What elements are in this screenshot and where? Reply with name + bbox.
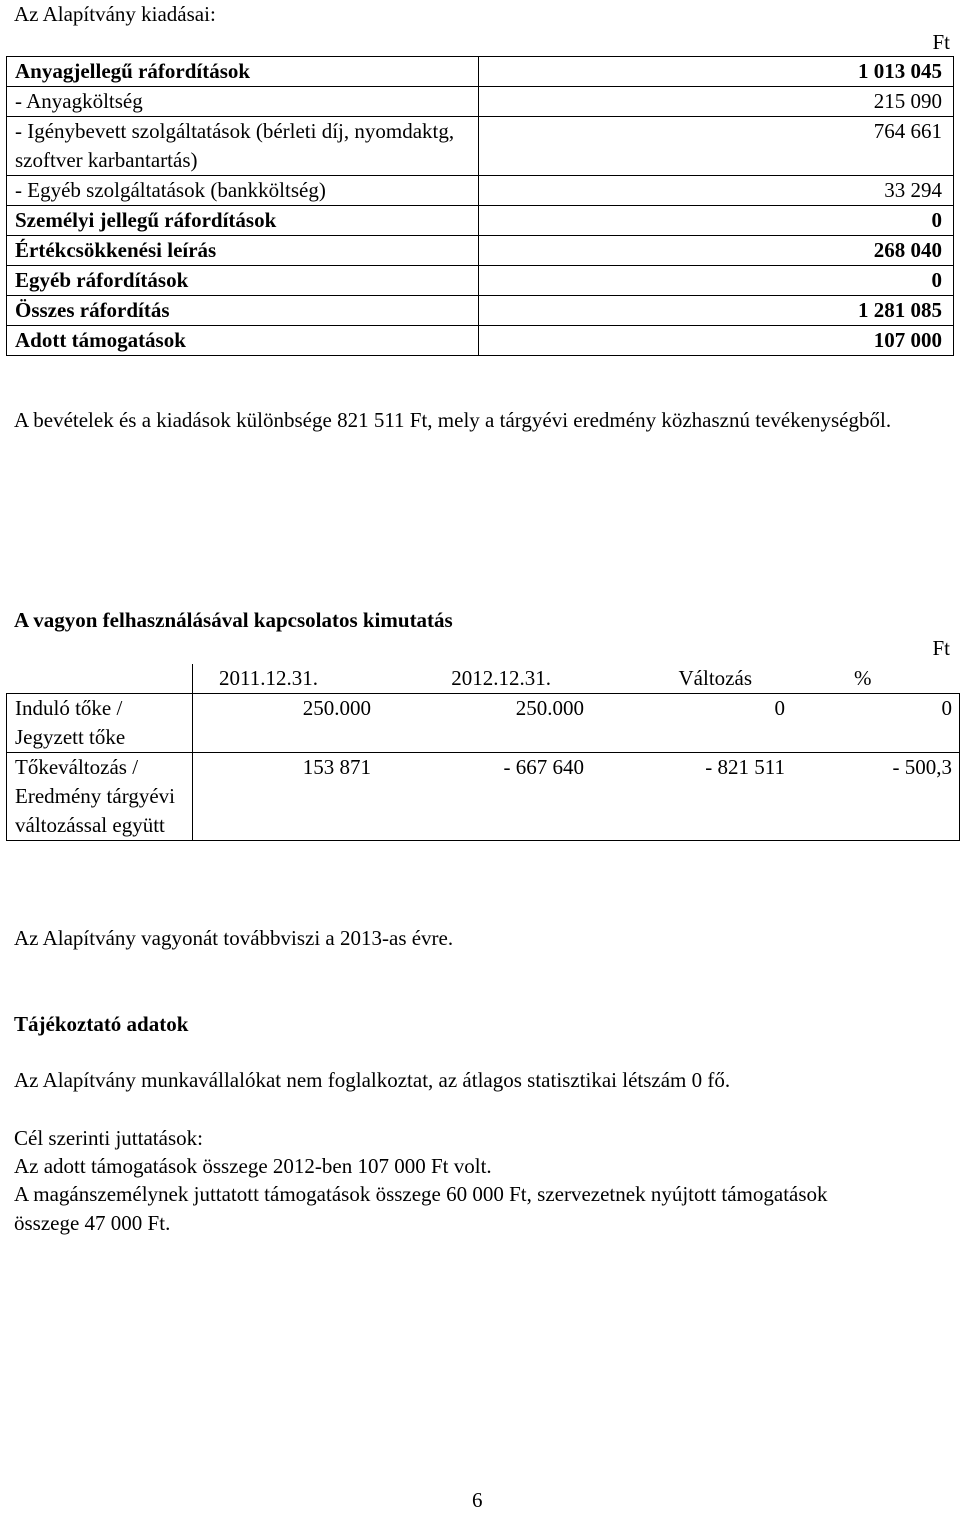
grants-line-2: A magánszemélynek juttatott támogatások összege 60 000 Ft, szervezetnek nyújtott támogatások összege 47 000 Ft. [14,1182,828,1235]
expense-label: - Anyagköltség [7,87,479,117]
expense-value: 0 [479,266,954,296]
column-header: 2011.12.31. [219,666,318,690]
row-label: Tőkeváltozás / Eredmény tárgyévi változással együtt [7,753,193,841]
cell-value: 0 [591,694,792,753]
expense-value: 764 661 [479,117,954,176]
page-number: 6 [472,1488,483,1512]
expense-label: - Igénybevett szolgáltatások (bérleti díj, nyomdaktg, szoftver karbantartás) [7,117,479,176]
expense-value: 1 013 045 [479,57,954,87]
expense-label: Adott támogatások [7,326,479,356]
table-row [7,87,954,117]
table-row [7,206,954,236]
assets-title: A vagyon felhasználásával kapcsolatos kimutatás [14,608,453,632]
difference-paragraph: A bevételek és a kiadások különbsége 821 511 Ft, mely a tárgyévi eredmény közhasznú tevékenységből. [14,408,892,432]
column-header: 2012.12.31. [451,666,551,690]
expenses-title: Az Alapítvány kiadásai: [14,2,216,26]
table-row [7,57,954,87]
expense-value: 268 040 [479,236,954,266]
cell-value: - 500,3 [792,753,960,841]
row-label: Induló tőke / Jegyzett tőke [7,694,193,753]
column-header: % [854,666,872,690]
assets-note: Az Alapítvány vagyonát továbbviszi a 2013-as évre. [14,926,454,950]
grants-line-1: Az adott támogatások összege 2012-ben 107 000 Ft volt. [14,1154,492,1178]
expense-value: 215 090 [479,87,954,117]
info-title: Tájékoztató adatok [14,1012,189,1036]
info-employees: Az Alapítvány munkavállalókat nem foglalkoztat, az átlagos statisztikai létszám 0 fő. [14,1068,731,1092]
table-row [7,296,954,326]
expense-label: Egyéb ráfordítások [7,266,479,296]
table-row [7,176,954,206]
table-row [7,236,954,266]
table-row [7,664,960,694]
expense-value: 33 294 [479,176,954,206]
cell-value: - 667 640 [378,753,591,841]
expense-value: 1 281 085 [479,296,954,326]
expense-label: Értékcsökkenési leírás [7,236,479,266]
table-row [7,117,954,176]
assets-currency: Ft [932,636,950,660]
expense-label: Anyagjellegű ráfordítások [7,57,479,87]
cell-value: 250.000 [378,694,591,753]
currency-note: Ft [932,30,950,54]
table-row [7,266,954,296]
table-row [7,753,960,841]
cell-value: - 821 511 [591,753,792,841]
expense-label: Összes ráfordítás [7,296,479,326]
expense-label: Személyi jellegű ráfordítások [7,206,479,236]
cell-value: 0 [792,694,960,753]
expenses-table [6,56,954,356]
expense-value: 0 [479,206,954,236]
expense-label: - Egyéb szolgáltatások (bankköltség) [7,176,479,206]
column-header: Változás [678,666,752,690]
assets-table [6,664,960,841]
cell-value: 250.000 [193,694,379,753]
grants-title: Cél szerinti juttatások: [14,1126,203,1150]
table-row [7,326,954,356]
table-row [7,694,960,753]
cell-value: 153 871 [193,753,379,841]
expense-value: 107 000 [479,326,954,356]
